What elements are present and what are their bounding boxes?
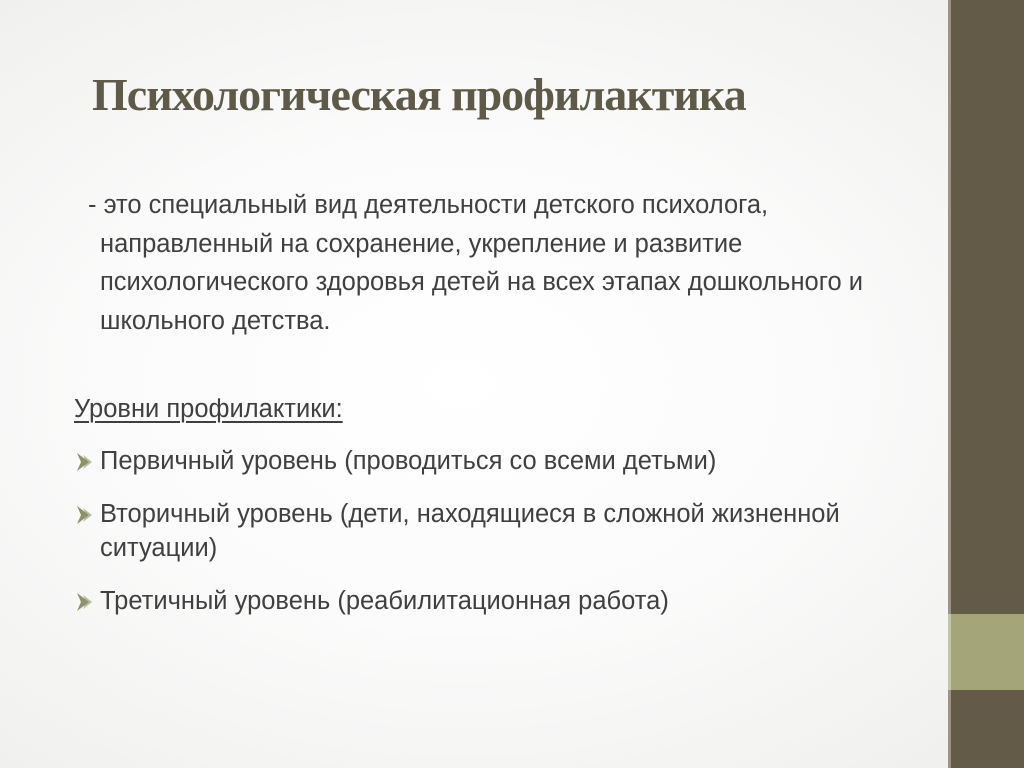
side-bar-bottom-band xyxy=(948,690,1024,768)
level-item-tertiary xyxy=(74,584,874,619)
levels-list xyxy=(74,444,874,636)
level-label-primary: Первичный уровень (проводиться со всеми детьми) xyxy=(100,447,717,475)
definition-text: - это специальный вид деятельности детского психолога, направленный на сохранение, укрепление и развитие психологического здоровья детей на всех этапах дошкольного и школьного детства. xyxy=(88,191,863,335)
level-item-secondary xyxy=(74,497,874,566)
slide-title: Психологическая профилактика xyxy=(92,69,746,120)
arrow-chevron-icon xyxy=(74,450,96,474)
decorative-side-bar xyxy=(948,0,1024,768)
arrow-chevron-icon xyxy=(74,590,96,614)
side-bar-edge xyxy=(948,0,951,768)
arrow-chevron-icon xyxy=(74,503,96,527)
level-label-secondary: Вторичный уровень (дети, находящиеся в сложной жизненной ситуации) xyxy=(100,499,840,562)
levels-heading: Уровни профилактики: xyxy=(74,395,343,423)
level-label-tertiary: Третичный уровень (реабилитационная работа) xyxy=(100,586,669,615)
side-bar-accent-band xyxy=(948,614,1024,690)
level-item-primary xyxy=(74,444,874,479)
side-bar-top-band xyxy=(948,0,1024,614)
